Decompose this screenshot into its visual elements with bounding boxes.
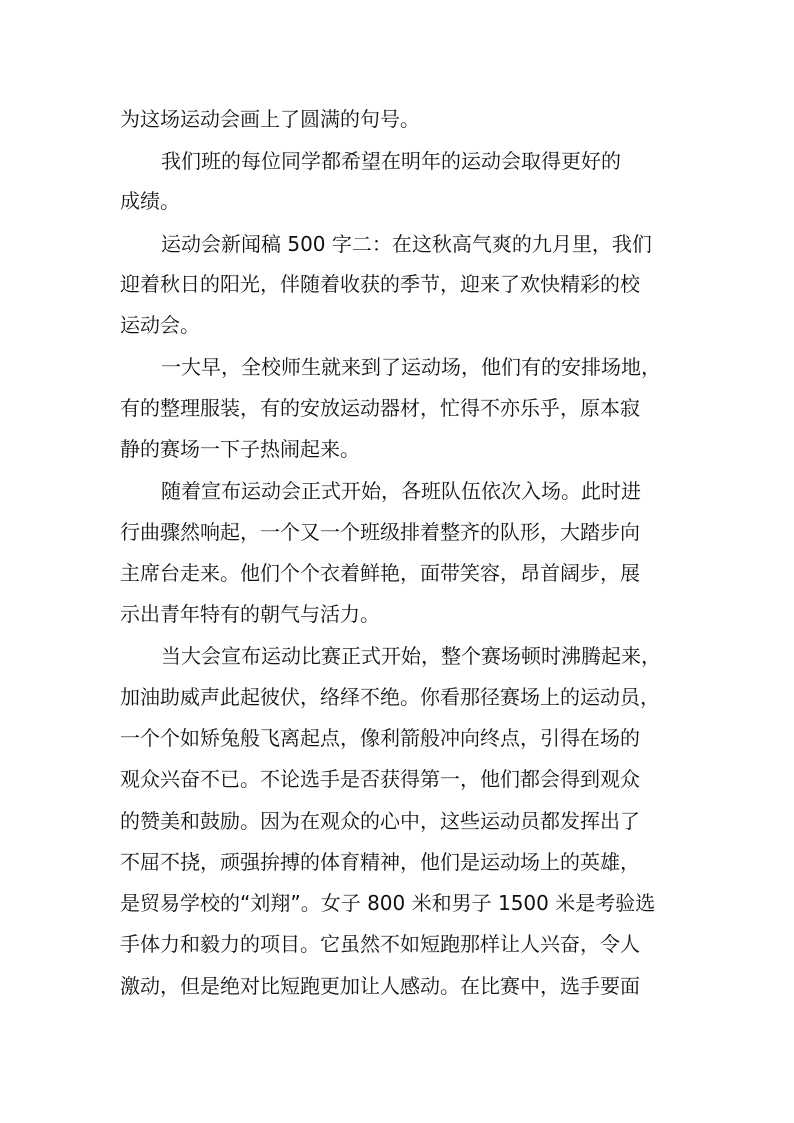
text-line: 一大早，全校师生就来到了运动场，他们有的安排场地，	[161, 355, 661, 379]
text-line: 行曲骤然响起，一个又一个班级排着整齐的队形，大踏步向	[120, 520, 640, 544]
text-line: 一个个如矫兔般飞离起点，像利箭般冲向终点，引得在场的	[120, 726, 640, 750]
text-line: 静的赛场一下子热闹起来。	[120, 437, 360, 461]
text-line: 运动会新闻稿 500 字二：在这秋高气爽的九月里，我们	[161, 232, 652, 256]
text-line: 加油助威声此起彼伏，络绎不绝。你看那径赛场上的运动员，	[120, 685, 660, 709]
text-line: 成绩。	[120, 189, 180, 213]
text-line: 我们班的每位同学都希望在明年的运动会取得更好的	[161, 149, 621, 173]
text-line: 随着宣布运动会正式开始，各班队伍依次入场。此时进	[161, 479, 641, 503]
text-line: 观众兴奋不已。不论选手是否获得第一，他们都会得到观众	[120, 767, 640, 791]
text-line: 当大会宣布运动比赛正式开始，整个赛场顿时沸腾起来，	[161, 644, 661, 668]
text-line: 的赞美和鼓励。因为在观众的心中，这些运动员都发挥出了	[120, 809, 640, 833]
text-line: 主席台走来。他们个个衣着鲜艳，面带笑容，昂首阔步，展	[120, 561, 640, 585]
text-line: 是贸易学校的“刘翔”。女子 800 米和男子 1500 米是考验选	[120, 891, 656, 915]
text-line: 手体力和毅力的项目。它虽然不如短跑那样让人兴奋，令人	[120, 932, 640, 956]
text-line: 不屈不挠，顽强拚搏的体育精神，他们是运动场上的英雄，	[120, 850, 640, 874]
text-line: 有的整理服装，有的安放运动器材，忙得不亦乐乎，原本寂	[120, 396, 640, 420]
text-line: 激动，但是绝对比短跑更加让人感动。在比赛中，选手要面	[120, 974, 640, 998]
text-line: 示出青年特有的朝气与活力。	[120, 602, 380, 626]
text-line: 运动会。	[120, 313, 200, 337]
text-line: 迎着秋日的阳光，伴随着收获的季节，迎来了欢快精彩的校	[120, 272, 640, 296]
text-line: 为这场运动会画上了圆满的句号。	[120, 107, 420, 131]
